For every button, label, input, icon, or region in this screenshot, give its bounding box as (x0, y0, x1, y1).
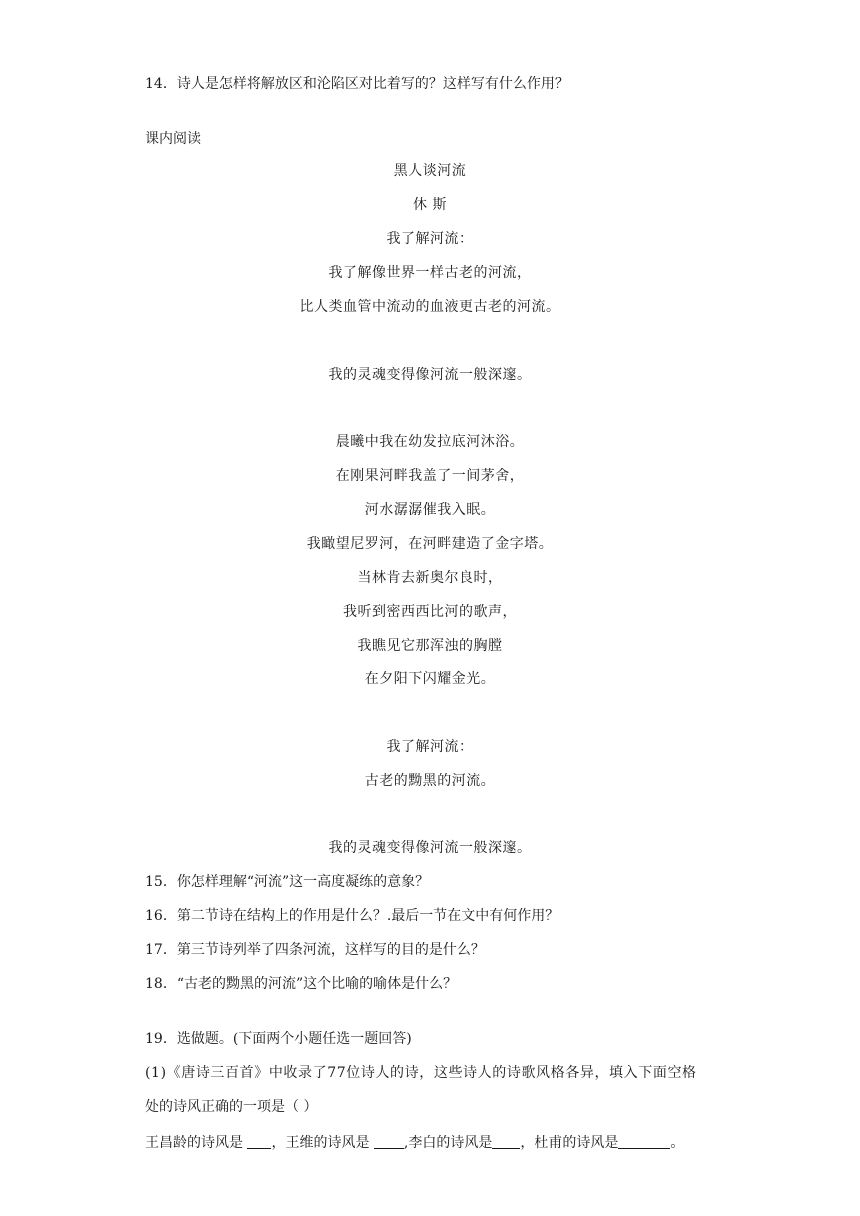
poem-line: 我的灵魂变得像河流一般深邃。 (328, 840, 532, 856)
poem-line: 比人类血管中流动的血液更古老的河流。 (299, 299, 561, 315)
poem-line: 我了解河流： (386, 739, 474, 755)
poem-line: 我瞧见它那浑浊的胸膛 (357, 638, 503, 654)
fill-text: 。 (670, 1135, 685, 1151)
question-19-part1-cont: 处的诗风正确的一项是（ ） (145, 1099, 318, 1115)
fill-text: ，王维的诗风是 (271, 1135, 374, 1151)
fill-text: ,李白的诗风是 (403, 1135, 493, 1151)
fill-text: 王昌龄的诗风是 (145, 1135, 248, 1151)
question-14: 14．诗人是怎样将解放区和沦陷区对比着写的？这样写有什么作用？ (145, 76, 569, 92)
poem-author: 休 斯 (413, 197, 447, 213)
question-18: 18．“古老的黝黑的河流”这个比喻的喻体是什么？ (145, 976, 458, 992)
poem-line: 在夕阳下闪耀金光。 (364, 671, 496, 687)
answer-blank[interactable] (492, 1134, 520, 1149)
poem-line: 我了解河流： (386, 231, 474, 247)
poem-line: 我瞰望尼罗河，在河畔建造了金字塔。 (306, 536, 554, 552)
poem-line: 当林肯去新奥尔良时， (357, 570, 503, 586)
poem-line: 我的灵魂变得像河流一般深邃。 (328, 367, 532, 383)
answer-blank[interactable] (374, 1134, 404, 1149)
question-19-part1: (1)《唐诗三百首》中收录了77位诗人的诗，这些诗人的诗歌风格各异，填入下面空格 (145, 1065, 697, 1081)
poem-line: 晨曦中我在幼发拉底河沐浴。 (335, 434, 525, 450)
question-19: 19．选做题。(下面两个小题任选一题回答) (145, 1031, 412, 1047)
answer-blank[interactable] (247, 1134, 271, 1149)
fill-text: ，杜甫的诗风是 (520, 1135, 619, 1151)
question-17: 17．第三节诗列举了四条河流，这样写的目的是什么？ (145, 942, 485, 958)
poem-line: 古老的黝黑的河流。 (364, 773, 496, 789)
answer-blank[interactable] (618, 1134, 670, 1149)
poem-title: 黑人谈河流 (393, 163, 467, 179)
poem-line: 在刚果河畔我盖了一间茅舍， (335, 468, 525, 484)
section-label: 课内阅读 (145, 131, 201, 147)
fill-in-line (145, 1133, 684, 1153)
poem-line: 河水潺潺催我入眠。 (364, 502, 496, 518)
poem-line: 我了解像世界一样古老的河流， (328, 265, 532, 281)
poem-line: 我听到密西西比河的歌声， (343, 604, 517, 620)
question-16: 16．第二节诗在结构上的作用是什么？.最后一节在文中有何作用？ (145, 908, 560, 924)
question-15: 15．你怎样理解“河流”这一高度凝练的意象？ (145, 874, 430, 890)
